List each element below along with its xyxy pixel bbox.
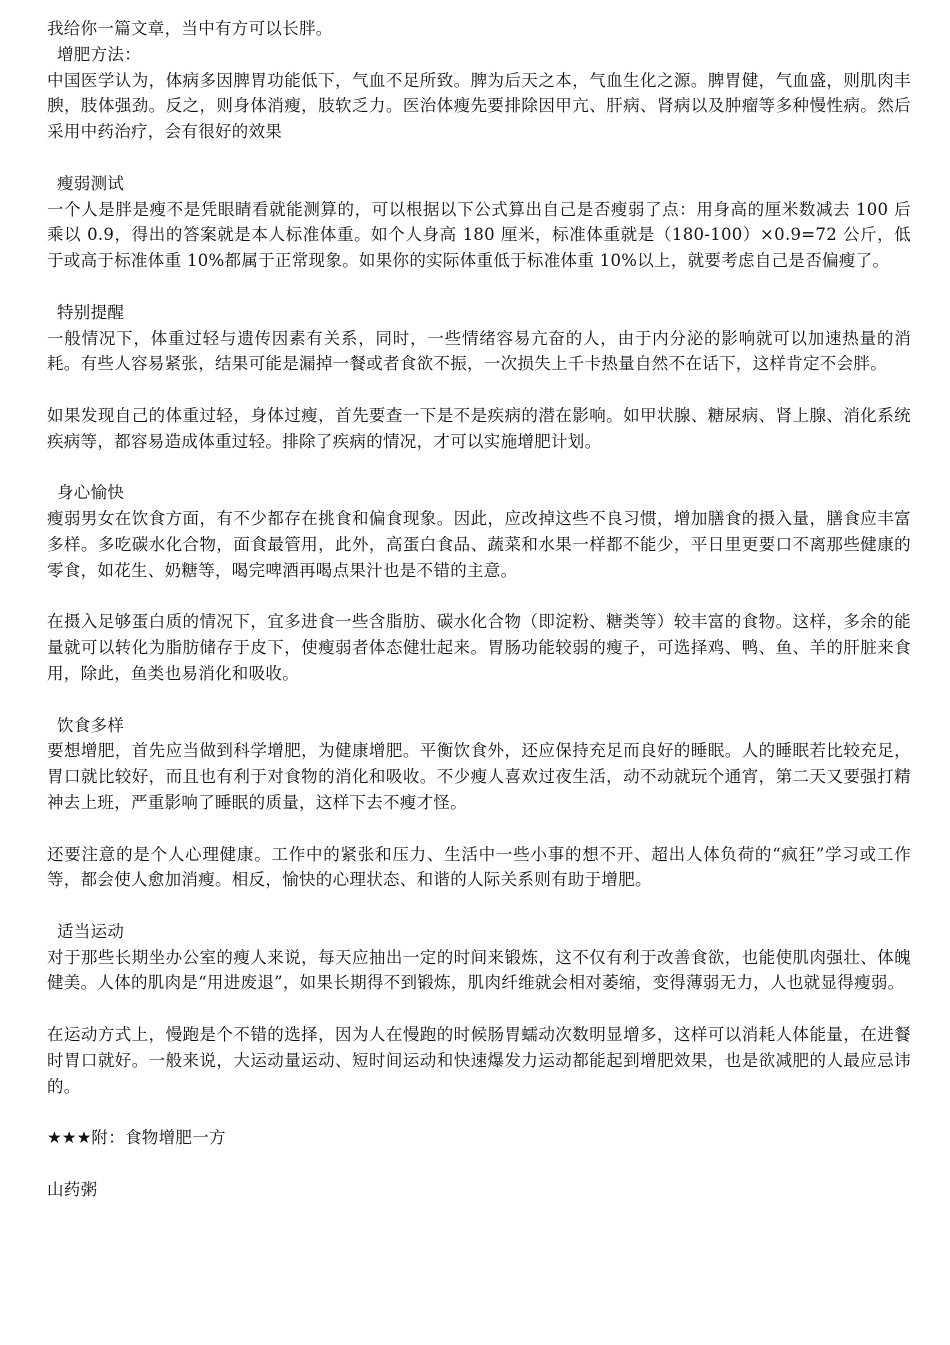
intro-text: 我给你一篇文章，当中有方可以长胖。 [47, 19, 333, 38]
paragraph-gap [47, 145, 911, 171]
section-heading-test: 瘦弱测试 [57, 173, 125, 193]
paragraph-test: 一个人是胖是瘦不是凭眼睛看就能测算的，可以根据以下公式算出自己是否瘦弱了点：用身高的厘米数减去 100 后乘以 0.9，得出的答案就是本人标准体重。如个人身高 180 厘米，标准体重就是（180-100）×0.9=72 公斤，低于或高于标准体重 10%都属于正常现象。如果你的实际体重低于标准体重 10%以上，就要考虑自己是否偏瘦了。 [47, 199, 911, 271]
paragraph-gap [47, 584, 911, 610]
section-heading-exercise: 适当运动 [57, 921, 125, 941]
section-heading-reminder: 特别提醒 [57, 302, 125, 322]
paragraph-gap [47, 1099, 911, 1125]
document-page [47, 16, 911, 1203]
recipe-title: 山药粥 [47, 1179, 98, 1199]
section-heading-method: 增肥方法： [57, 44, 141, 64]
paragraph-diet-2: 还要注意的是个人心理健康。工作中的紧张和压力、生活中一些小事的想不开、超出人体负荷的“疯狂”学习或工作等，都会使人愈加消瘦。相反，愉快的心理状态、和谐的人际关系则有助于增肥。 [47, 844, 911, 890]
star-icons: ★★★ [47, 1128, 92, 1148]
paragraph-gap [47, 816, 911, 842]
paragraph-gap [47, 455, 911, 481]
paragraph-exercise-1: 对于那些长期坐办公室的瘦人来说，每天应抽出一定的时间来锻炼，这不仅有利于改善食欲，也能使肌肉强壮、体魄健美。人体的肌肉是“用进废退”，如果长期得不到锻炼，肌肉纤维就会相对萎缩，变得薄弱无力，人也就显得瘦弱。 [47, 947, 911, 993]
paragraph-diet-1: 要想增肥，首先应当做到科学增肥，为健康增肥。平衡饮食外，还应保持充足而良好的睡眠。人的睡眠若比较充足，胃口就比较好，而且也有利于对食物的消化和吸收。不少瘦人喜欢过夜生活，动不动就玩个通宵，第二天又要强打精神去上班，严重影响了睡眠的质量，这样下去不瘦才怪。 [47, 741, 911, 812]
paragraph-gap [47, 996, 911, 1022]
paragraph-gap [47, 274, 911, 300]
paragraph-gap [47, 687, 911, 713]
paragraph-exercise-2: 在运动方式上，慢跑是个不错的选择，因为人在慢跑的时候肠胃蠕动次数明显增多，这样可以消耗人体能量，在进餐时胃口就好。一般来说，大运动量运动、短时间运动和快速爆发力运动都能起到增肥效果，也是欲减肥的人最应忌讳的。 [47, 1025, 911, 1096]
section-heading-happy: 身心愉快 [57, 483, 125, 503]
paragraph-reminder-2: 如果发现自己的体重过轻，身体过瘦，首先要查一下是不是疾病的潜在影响。如甲状腺、糖尿病、肾上腺、消化系统疾病等，都容易造成体重过轻。排除了疾病的情况，才可以实施增肥计划。 [47, 405, 911, 451]
paragraph-happy-1: 瘦弱男女在饮食方面，有不少都存在挑食和偏食现象。因此，应改掉这些不良习惯，增加膳食的摄入量，膳食应丰富多样。多吃碳水化合物，面食最管用，此外，高蛋白食品、蔬菜和水果一样都不能少，平日里更要口不离那些健康的零食，如花生、奶糖等，喝完啤酒再喝点果汁也是不错的主意。 [47, 509, 911, 580]
appendix-line [47, 1125, 911, 1151]
paragraph-happy-2: 在摄入足够蛋白质的情况下，宜多进食一些含脂肪、碳水化合物（即淀粉、糖类等）较丰富的食物。这样，多余的能量就可以转化为脂肪储存于皮下，使瘦弱者体态健壮起来。胃肠功能较弱的瘦子，可选择鸡、鸭、鱼、羊的肝脏来食用，除此，鱼类也易消化和吸收。 [47, 612, 911, 683]
paragraph-method: 中国医学认为，体病多因脾胃功能低下，气血不足所致。脾为后天之本，气血生化之源。脾胃健，气血盛，则肌肉丰腴，肢体强劲。反之，则身体消瘦，肢软乏力。医治体瘦先要排除因甲亢、肝病、肾病以及肿瘤等多种慢性病。然后采用中药治疗，会有很好的效果 [47, 70, 911, 142]
paragraph-gap [47, 1151, 911, 1177]
paragraph-gap [47, 893, 911, 919]
paragraph-reminder-1: 一般情况下，体重过轻与遗传因素有关系，同时，一些情绪容易亢奋的人，由于内分泌的影响就可以加速热量的消耗。有些人容易紧张，结果可能是漏掉一餐或者食欲不振，一次损失上千卡热量自然不在话下，这样肯定不会胖。 [47, 328, 911, 374]
appendix-label: 附：食物增肥一方 [91, 1128, 226, 1148]
paragraph-gap [47, 377, 911, 403]
section-heading-diet: 饮食多样 [57, 715, 125, 735]
